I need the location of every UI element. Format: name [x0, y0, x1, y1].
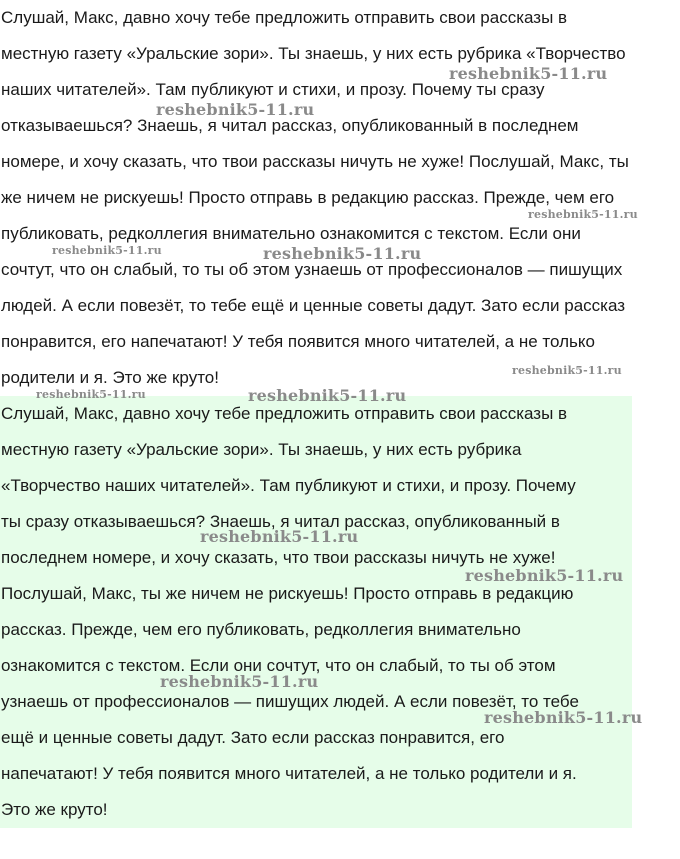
- watermark: reshebnik5-11.ru: [465, 566, 624, 585]
- text-line: Послушай, Макс, ты же ничем не рискуешь! Просто отправь в редакцию: [1, 584, 574, 603]
- watermark: reshebnik5-11.ru: [528, 208, 638, 221]
- text-line: понравится, его напечатают! У тебя появится много читателей, а не только: [1, 332, 595, 351]
- watermark: reshebnik5-11.ru: [36, 388, 146, 401]
- text-line: последнем номере, и хочу сказать, что твои рассказы ничуть не хуже!: [1, 548, 556, 567]
- text-line: номере, и хочу сказать, что твои рассказы ничуть не хуже! Послушай, Макс, ты: [1, 152, 629, 171]
- watermark: reshebnik5-11.ru: [200, 527, 359, 546]
- watermark: reshebnik5-11.ru: [512, 364, 622, 377]
- text-line: ознакомится с текстом. Если они сочтут, что он слабый, то ты об этом: [1, 656, 556, 675]
- text-line: узнаешь от профессионалов — пишущих людей. А если повезёт, то тебе: [1, 692, 579, 711]
- watermark: reshebnik5-11.ru: [449, 64, 608, 83]
- watermark: reshebnik5-11.ru: [52, 244, 162, 257]
- text-line: напечатают! У тебя появится много читателей, а не только родители и я.: [1, 764, 577, 783]
- text-line: родители и я. Это же круто!: [1, 368, 219, 387]
- watermark: reshebnik5-11.ru: [484, 708, 643, 727]
- text-line: местную газету «Уральские зори». Ты знаешь, у них есть рубрика: [1, 440, 522, 459]
- text-line: рассказ. Прежде, чем его публиковать, редколлегия внимательно: [1, 620, 521, 639]
- text-line: публиковать, редколлегия внимательно ознакомится с текстом. Если они: [1, 224, 581, 243]
- text-line: отказываешься? Знаешь, я читал рассказ, опубликованный в последнем: [1, 116, 579, 135]
- watermark: reshebnik5-11.ru: [160, 672, 319, 691]
- text-line: Слушай, Макс, давно хочу тебе предложить отправить свои рассказы в: [1, 8, 568, 27]
- text-line: ещё и ценные советы дадут. Зато если рассказ понравится, его: [1, 728, 505, 747]
- text-line: же ничем не рискуешь! Просто отправь в редакцию рассказ. Прежде, чем его: [1, 188, 615, 207]
- text-line: сочтут, что он слабый, то ты об этом узнаешь от профессионалов — пишущих: [1, 260, 623, 279]
- text-line: «Творчество наших читателей». Там публикуют и стихи, и прозу. Почему: [1, 476, 576, 495]
- text-line: Слушай, Макс, давно хочу тебе предложить отправить свои рассказы в: [1, 404, 568, 423]
- text-line: ты сразу отказываешься? Знаешь, я читал рассказ, опубликованный в: [1, 512, 560, 531]
- text-line: наших читателей». Там публикуют и стихи, и прозу. Почему ты сразу: [1, 80, 545, 99]
- text-block-plain: [0, 0, 680, 396]
- text-block-highlighted: [0, 396, 632, 828]
- text-line: людей. А если повезёт, то тебе ещё и ценные советы дадут. Зато если рассказ: [1, 296, 626, 315]
- watermark: reshebnik5-11.ru: [156, 100, 315, 119]
- text-line: местную газету «Уральские зори». Ты знаешь, у них есть рубрика «Творчество: [1, 44, 626, 63]
- text-line: Это же круто!: [1, 800, 108, 819]
- watermark: reshebnik5-11.ru: [248, 386, 407, 405]
- watermark: reshebnik5-11.ru: [263, 244, 422, 263]
